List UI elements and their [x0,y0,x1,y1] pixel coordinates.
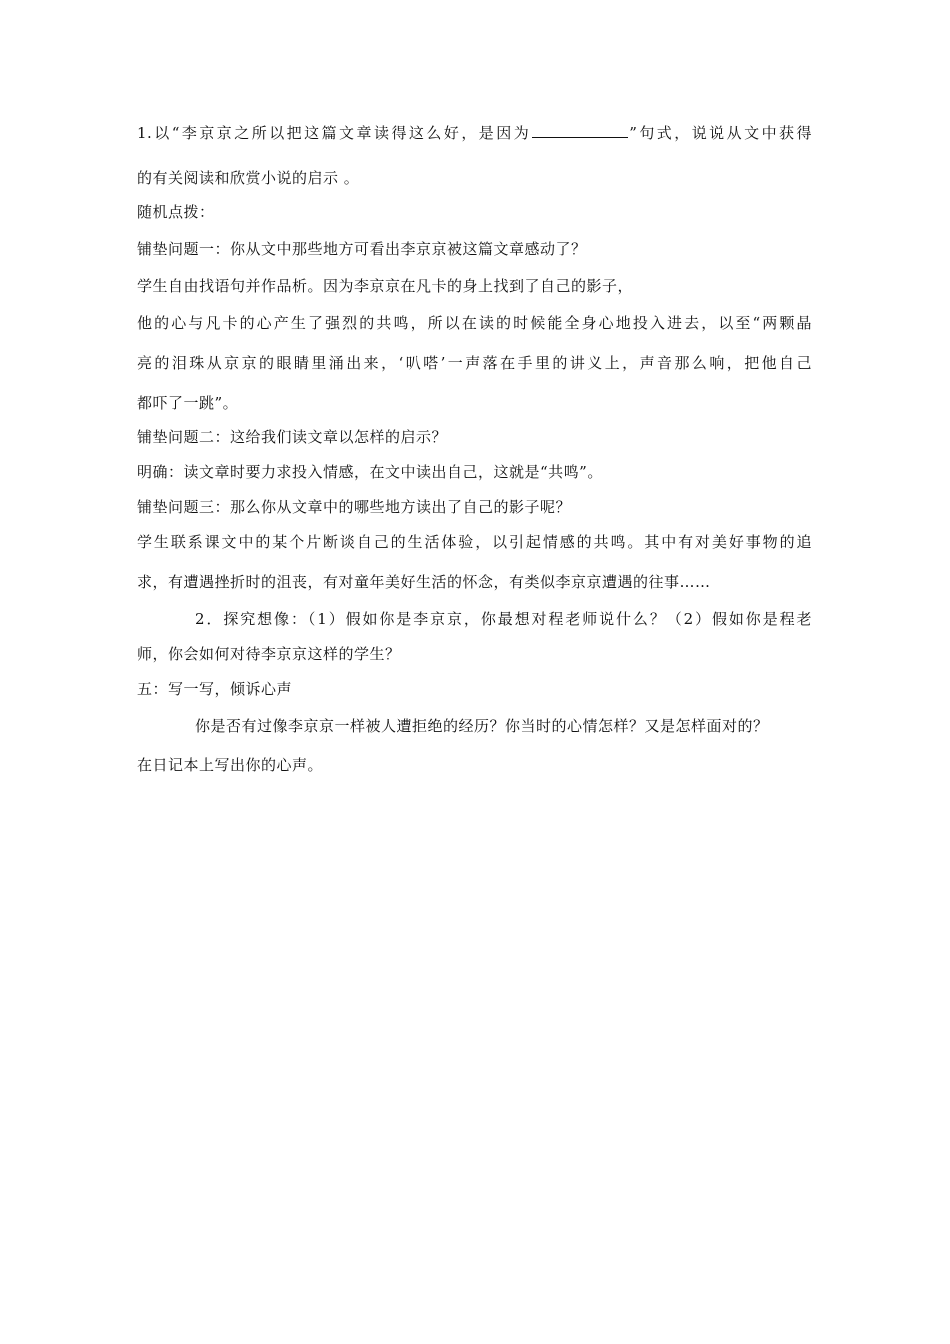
question-1-line-2: 的有关阅读和欣赏小说的启示 。 [137,169,360,187]
question-1-text-b: ”句式，说说从文中获得 [629,124,813,142]
analysis-1: 学生自由找语句并作品析。因为李京京在凡卡的身上找到了自己的影子， [137,277,634,295]
analysis-2-line-2: 亮的泪珠从京京的眼睛里涌出来，‘叭嗒’一声落在手里的讲义上，声音那么响，把他自己 [137,354,812,372]
analysis-3-line-1: 学生联系课文中的某个片断谈自己的生活体验，以引起情感的共鸣。其中有对美好事物的追 [137,533,812,551]
question-1-text-a: 1.以“李京京之所以把这篇文章读得这么好，是因为 [137,124,532,142]
lead-question-3: 铺垫问题三：那么你从文章中的哪些地方读出了自己的影子呢？ [137,498,572,516]
explore-line-1: 2．探究想像：（1）假如你是李京京，你最想对程老师说什么？（2）假如你是程老 [195,610,812,628]
section-5-line-1: 你是否有过像李京京一样被人遭拒绝的经历？你当时的心情怎样？又是怎样面对的？ [195,717,769,735]
hint-title: 随机点拨： [137,203,215,221]
analysis-2-line-1: 他的心与凡卡的心产生了强烈的共鸣，所以在读的时候能全身心地投入进去，以至“两颗晶 [137,314,812,332]
lead-question-2: 铺垫问题二：这给我们读文章以怎样的启示？ [137,428,448,446]
question-1-line-1 [137,122,812,145]
fill-in-blank [532,123,628,138]
section-5-line-2: 在日记本上写出你的心声。 [137,756,324,774]
section-5-title: 五：写一写，倾诉心声 [137,680,293,698]
answer-2: 明确：读文章时要力求投入情感，在文中读出自己，这就是“共鸣”。 [137,463,603,481]
explore-line-2: 师，你会如何对待李京京这样的学生？ [137,645,401,663]
analysis-2-line-3: 都吓了一跳”。 [137,394,239,412]
analysis-3-line-2: 求，有遭遇挫折时的沮丧，有对童年美好生活的怀念，有类似李京京遭遇的往事…… [137,573,711,591]
document-body [137,122,812,777]
lead-question-1: 铺垫问题一：你从文中那些地方可看出李京京被这篇文章感动了？ [137,240,587,258]
